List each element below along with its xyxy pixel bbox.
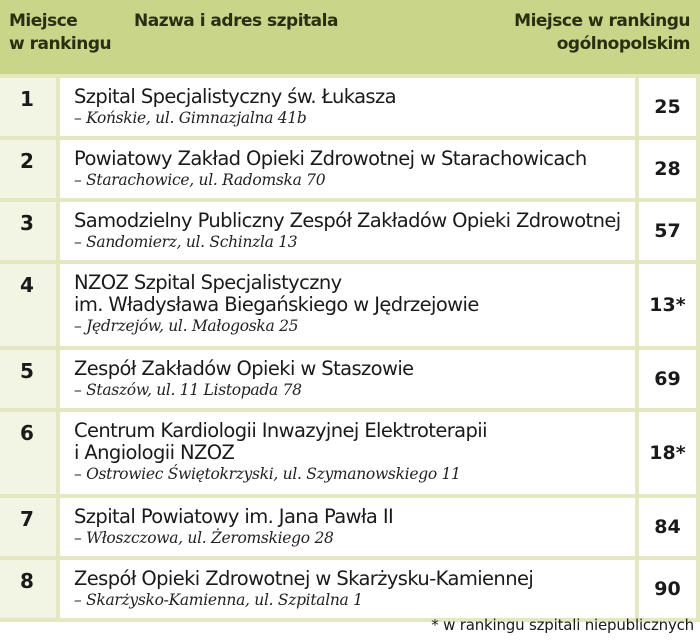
hospital-name: Centrum Kardiologii Inwazyjnej Elektroterapii i Angiologii NZOZ	[74, 419, 487, 464]
table-row	[0, 560, 700, 618]
table-body	[0, 74, 700, 622]
hospital-address: – Sandomierz, ul. Schinzla 13	[74, 233, 298, 251]
table-row	[0, 78, 700, 140]
table-row	[0, 498, 700, 560]
row-info	[60, 560, 635, 618]
row-rank: 90	[639, 560, 696, 618]
hospital-name: NZOZ Szpital Specjalistyczny im. Władysława Biegańskiego w Jędrzejowie	[74, 271, 479, 316]
row-rank: 18*	[639, 412, 696, 494]
table-row	[0, 202, 700, 264]
row-place: 6	[0, 412, 56, 494]
hospital-name: Powiatowy Zakład Opieki Zdrowotnej w Starachowicach	[74, 147, 587, 170]
row-place: 7	[0, 498, 56, 556]
hospital-name: Zespół Zakładów Opieki w Staszowie	[74, 357, 414, 380]
row-info	[60, 140, 635, 198]
row-place: 4	[0, 264, 56, 346]
row-info	[60, 412, 635, 494]
header-place: Miejsce w rankingu	[9, 11, 112, 54]
hospital-name: Samodzielny Publiczny Zespół Zakładów Opieki Zdrowotnej	[74, 209, 621, 232]
row-place: 5	[0, 350, 56, 408]
row-info	[60, 78, 635, 136]
header-rank: Miejsce w rankingu ogólnopolskim	[514, 11, 690, 54]
header-name: Nazwa i adres szpitala	[134, 11, 338, 31]
hospital-address: – Jędrzejów, ul. Małogoska 25	[74, 317, 299, 335]
footnote: * w rankingu szpitali niepublicznych	[431, 616, 694, 634]
hospital-name: Zespół Opieki Zdrowotnej w Skarżysku-Kamiennej	[74, 567, 534, 590]
row-rank: 28	[639, 140, 696, 198]
row-info	[60, 264, 635, 346]
hospital-address: – Staszów, ul. 11 Listopada 78	[74, 381, 302, 399]
row-place: 1	[0, 78, 56, 136]
hospital-address: – Włoszczowa, ul. Żeromskiego 28	[74, 529, 334, 547]
row-rank: 25	[639, 78, 696, 136]
row-info	[60, 202, 635, 260]
hospital-address: – Skarżysko-Kamienna, ul. Szpitalna 1	[74, 591, 363, 609]
table-header	[0, 0, 700, 74]
hospital-name: Szpital Specjalistyczny św. Łukasza	[74, 85, 396, 108]
row-info	[60, 350, 635, 408]
table-row	[0, 412, 700, 498]
row-place: 3	[0, 202, 56, 260]
row-info	[60, 498, 635, 556]
hospital-address: – Ostrowiec Świętokrzyski, ul. Szymanowskiego 11	[74, 465, 461, 483]
hospital-name: Szpital Powiatowy im. Jana Pawła II	[74, 505, 394, 528]
row-rank: 69	[639, 350, 696, 408]
table-row	[0, 140, 700, 202]
table-row	[0, 264, 700, 350]
hospital-address: – Starachowice, ul. Radomska 70	[74, 171, 326, 189]
row-rank: 13*	[639, 264, 696, 346]
hospital-address: – Końskie, ul. Gimnazjalna 41b	[74, 109, 307, 127]
row-place: 2	[0, 140, 56, 198]
table-row	[0, 350, 700, 412]
row-place: 8	[0, 560, 56, 618]
row-rank: 57	[639, 202, 696, 260]
row-rank: 84	[639, 498, 696, 556]
